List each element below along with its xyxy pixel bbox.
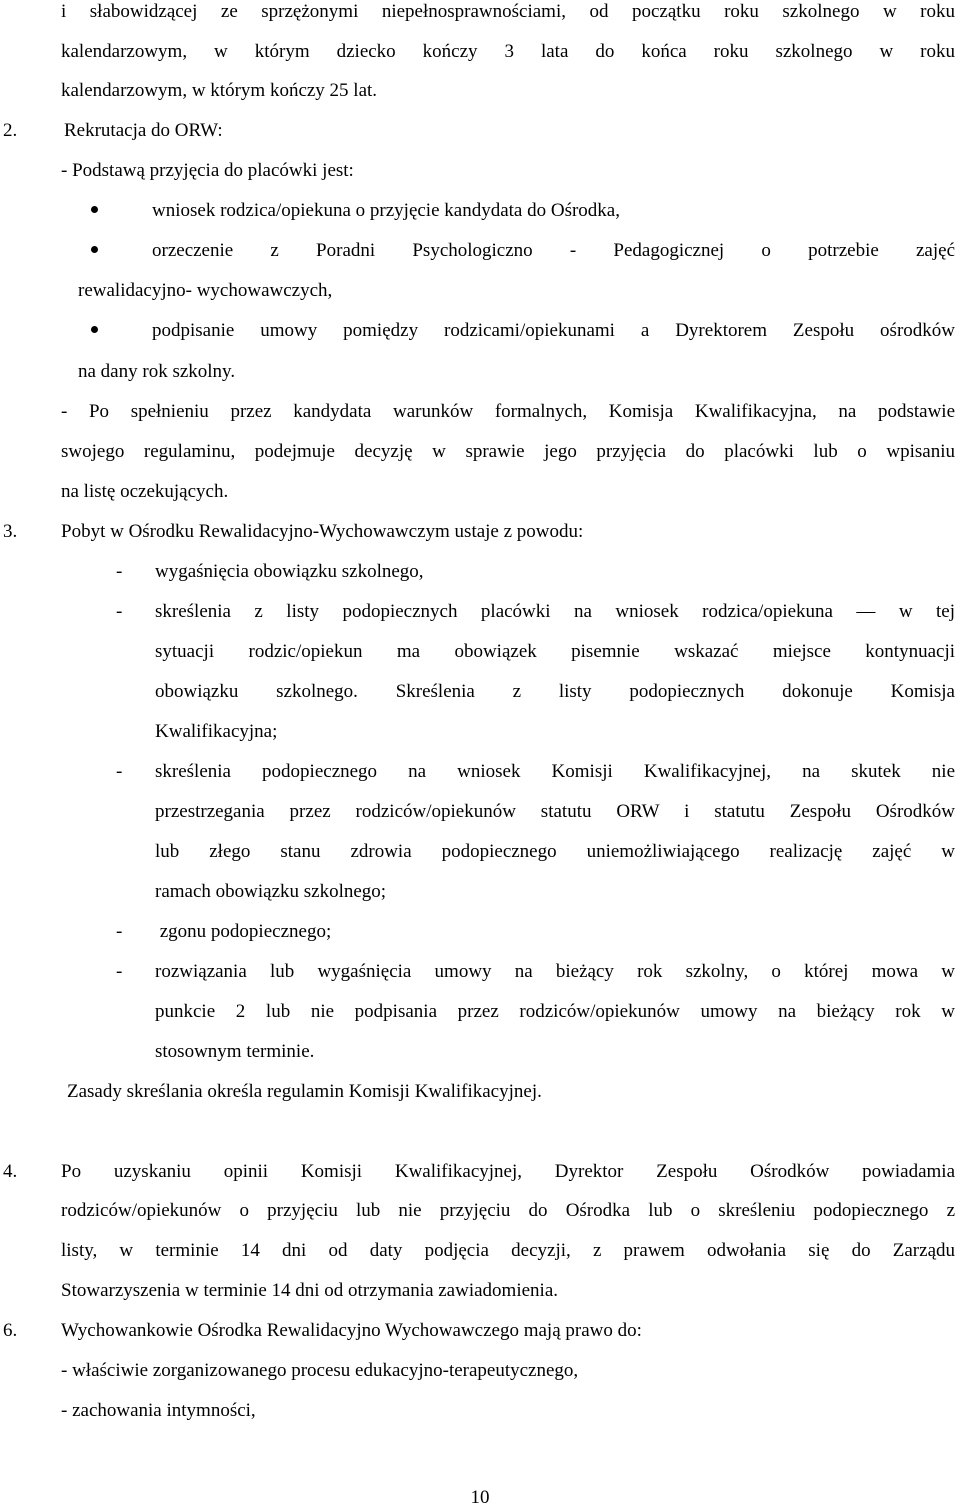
- intro-line-3: kalendarzowym, w którym kończy 25 lat.: [61, 80, 378, 101]
- section-4-line-3: listy, w terminie 14 dni od daty podjęcia decyzji, z prawem odwołania się do Zarządu: [61, 1240, 955, 1261]
- dash: -: [116, 961, 123, 982]
- section-4-line-1: Po uzyskaniu opinii Komisji Kwalifikacyjnej, Dyrektor Zespołu Ośrodków powiadamia: [61, 1161, 955, 1182]
- s3-item-3-line-3: lub złego stanu zdrowia podopiecznego uniemożliwiającego realizację zajęć w: [155, 841, 955, 862]
- bullet-icon: [91, 246, 98, 253]
- bullet-icon: [91, 206, 98, 213]
- s3-item-3-line-2: przestrzegania przez rodziców/opiekunów statutu ORW i statutu Zespołu Ośrodków: [155, 801, 955, 822]
- s3-item-5-line-3: stosownym terminie.: [155, 1041, 315, 1062]
- s3-item-5-line-1: rozwiązania lub wygaśnięcia umowy na bieżący rok szkolny, o której mowa w: [155, 961, 955, 982]
- dash: -: [116, 761, 123, 782]
- bullet-item-2-line-1: orzeczenie z Poradni Psychologiczno - Pedagogicznej o potrzebie zajęć: [152, 240, 955, 261]
- dash: -: [116, 921, 123, 942]
- section-3-number: 3.: [3, 521, 18, 542]
- section-4-line-2: rodziców/opiekunów o przyjęciu lub nie przyjęciu do Ośrodka lub o skreśleniu podopiecznego z: [61, 1200, 955, 1221]
- s3-item-2-line-2: sytuacji rodzic/opiekun ma obowiązek pisemnie wskazać miejsce kontynuacji: [155, 641, 955, 662]
- section-4-number: 4.: [3, 1161, 18, 1182]
- dash: -: [116, 601, 123, 622]
- section-2-number: 2.: [3, 120, 18, 141]
- intro-line-2: kalendarzowym, w którym dziecko kończy 3 lata do końca roku szkolnego w roku: [61, 41, 955, 62]
- section-3-heading: Pobyt w Ośrodku Rewalidacyjno-Wychowawczym ustaje z powodu:: [61, 521, 584, 542]
- s3-item-5-line-2: punkcie 2 lub nie podpisania przez rodziców/opiekunów umowy na bieżący rok w: [155, 1001, 955, 1022]
- intro-line-1: i słabowidzącej ze sprzężonymi niepełnosprawnościami, od początku roku szkolnego w roku: [61, 1, 955, 22]
- section-3-closing: Zasady skreślania określa regulamin Komisji Kwalifikacyjnej.: [67, 1081, 542, 1102]
- s6-item-1: - właściwie zorganizowanego procesu edukacyjno-terapeutycznego,: [61, 1360, 579, 1381]
- bullet-item-3-line-2: na dany rok szkolny.: [78, 361, 236, 382]
- s3-item-2-line-4: Kwalifikacyjna;: [155, 721, 278, 742]
- s3-item-2-line-3: obowiązku szkolnego. Skreślenia z listy podopiecznych dokonuje Komisja: [155, 681, 955, 702]
- section-2-basis: - Podstawą przyjęcia do placówki jest:: [61, 160, 354, 181]
- bullet-item-3-line-1: podpisanie umowy pomiędzy rodzicami/opiekunami a Dyrektorem Zespołu ośrodków: [152, 320, 955, 341]
- section-6-number: 6.: [3, 1320, 18, 1341]
- page-number: 10: [470, 1487, 490, 1508]
- section-6-heading: Wychowankowie Ośrodka Rewalidacyjno Wychowawczego mają prawo do:: [61, 1320, 642, 1341]
- s6-item-2: - zachowania intymności,: [61, 1400, 256, 1421]
- s3-item-3-line-1: skreślenia podopiecznego na wniosek Komisji Kwalifikacyjnej, na skutek nie: [155, 761, 955, 782]
- commission-line-3: na listę oczekujących.: [61, 481, 229, 502]
- bullet-item-1: wniosek rodzica/opiekuna o przyjęcie kandydata do Ośrodka,: [152, 200, 620, 221]
- s3-item-1: wygaśnięcia obowiązku szkolnego,: [155, 561, 424, 582]
- commission-line-2: swojego regulaminu, podejmuje decyzję w sprawie jego przyjęcia do placówki lub o wpisaniu: [61, 441, 955, 462]
- s3-item-4: zgonu podopiecznego;: [155, 921, 332, 942]
- section-2-heading: Rekrutacja do ORW:: [64, 120, 223, 141]
- commission-line-1: - Po spełnieniu przez kandydata warunków formalnych, Komisja Kwalifikacyjna, na podstawie: [61, 401, 955, 422]
- s3-item-3-line-4: ramach obowiązku szkolnego;: [155, 881, 387, 902]
- section-4-line-4: Stowarzyszenia w terminie 14 dni od otrzymania zawiadomienia.: [61, 1280, 559, 1301]
- bullet-icon: [91, 326, 98, 333]
- s3-item-2-line-1: skreślenia z listy podopiecznych placówki na wniosek rodzica/opiekuna — w tej: [155, 601, 955, 622]
- bullet-item-2-line-2: rewalidacyjno- wychowawczych,: [78, 280, 333, 301]
- dash: -: [116, 561, 123, 582]
